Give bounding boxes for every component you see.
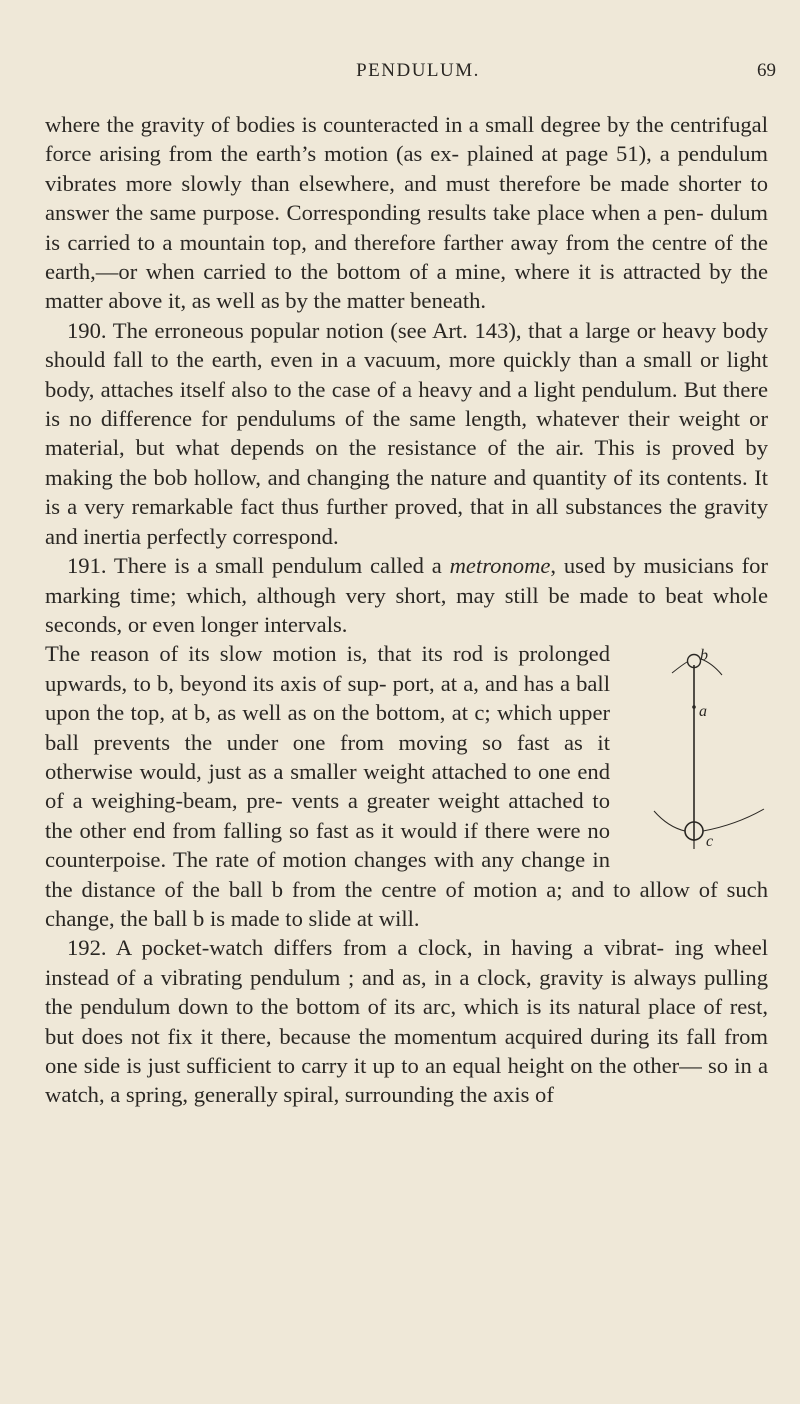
paragraph-continued: where the gravity of bodies is counteracted in a small degree by the centrifugal force arising from the earth’s motion (as ex- plained at page 51), a pendulum vibrates more slowly than elsewhere, and must therefore be made shorter to answer the same purpose. Corresponding results take place when a pen- dulum is carried to a mountain top, and therefore farther away from the centre of the earth,—or when carried to the bottom of a mine, where it is attracted by the matter above it, as well as by the matter beneath. [45,112,768,314]
label-c: c [706,833,714,851]
pivot-point-a [692,706,696,710]
page-number: 69 [757,60,776,81]
metronome-figure [624,645,768,869]
paragraph-191-continued [45,639,768,933]
metronome-term: metronome [449,553,551,579]
label-b: b [700,647,708,665]
body-text [45,110,768,1110]
paragraph-190: 190. The erroneous popular notion (see Art. 143), that a large or heavy body should fall to the earth, even in a vacuum, more quickly than a small or light body, attaches itself also to the case of a heavy and a light pendulum. But there is no difference for pendulums of the same length, whatever their weight or material, but what depends on the resistance of the air. This is proved by making the bob hollow, and changing the nature and quantity of its contents. It is a very remarkable fact thus further proved, that in all substances the gravity and inertia perfectly correspond. [45,317,768,549]
label-a: a [699,703,707,721]
paragraph-191-text-a: 191. There is a small pendulum called a [67,553,450,579]
paragraph-191 [45,551,768,639]
paragraph-192: 192. A pocket-watch differs from a clock, in having a vibrat- ing wheel instead of a vibrating pendulum ; and as, in a clock, gravity is always pulling the pendulum down to the bottom of its arc, which is its natural place of rest, but does not fix it there, because the momentum acquired during its fall from one side is just sufficient to carry it up to an equal height on the other— so in a watch, a spring, generally spiral, surrounding the axis of [45,935,768,1108]
upper-arc-left [672,662,687,673]
page-header [60,56,776,86]
lower-arc-left [654,811,685,831]
paragraph-191-text-c: The reason of its slow motion is, that its rod is prolonged upwards, to b, beyond its axis of sup- port, at a, and has a ball upon the top, at b, as well as on the bottom, at c; which upper ball prevents the under one from moving so fast as it otherwise would, just as a smaller weight attached to one end of a weighing-beam, pre- vents a greater weight attached to the other end from falling so fast as it would if there were no counterpoise. The rate of motion changes with any change in the distance of the ball b from the centre of motion a; and to allow of such change, the ball b is made to slide at will. [45,641,768,931]
running-head: PENDULUM. [356,60,480,81]
metronome-diagram [624,645,768,869]
paragraph-191-text-b: , used by musicians for marking time; which, although very short, may still be made to beat whole seconds, or even longer intervals. [45,553,768,637]
